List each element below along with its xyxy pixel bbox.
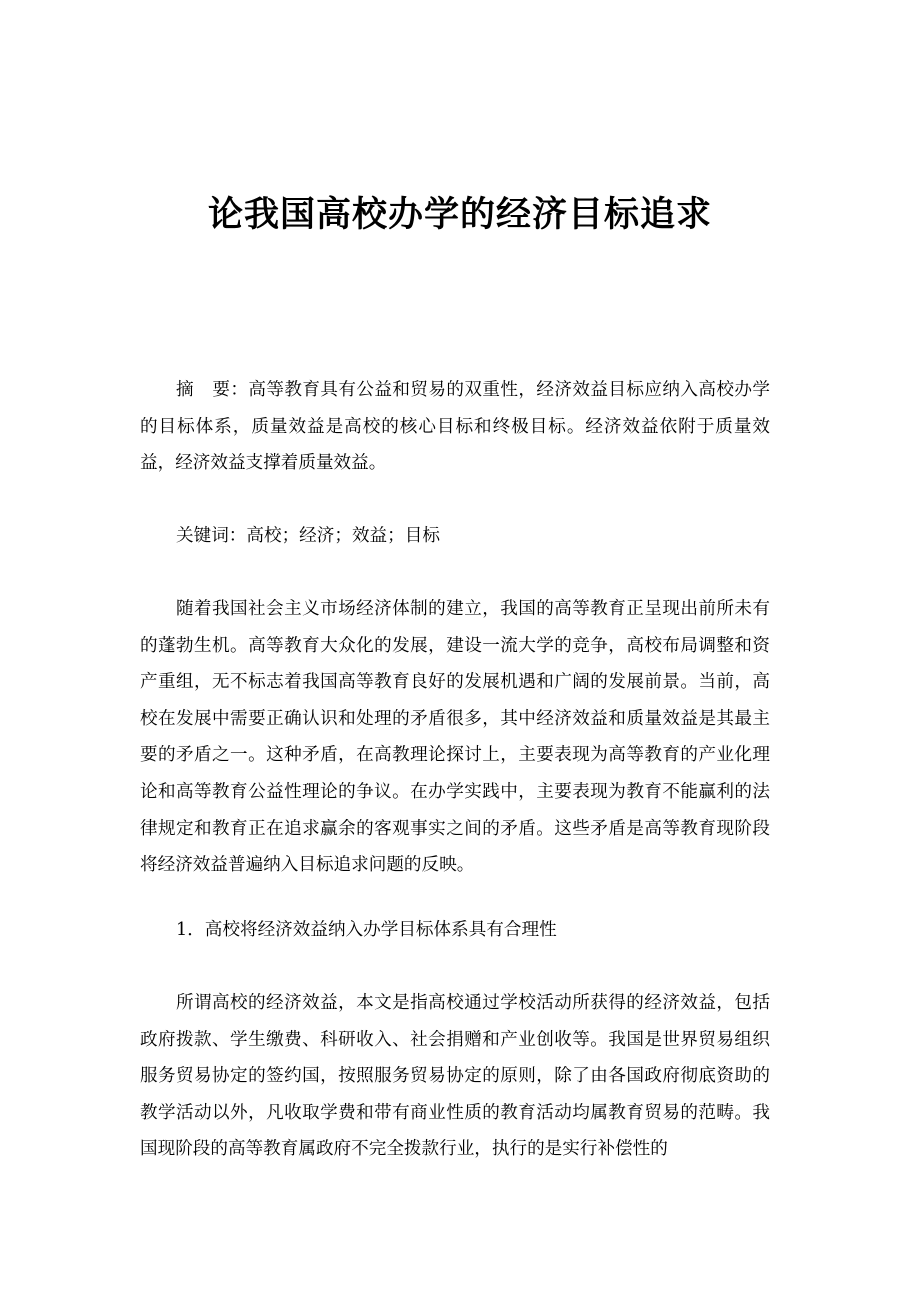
- section-paragraph: 所谓高校的经济效益，本文是指高校通过学校活动所获得的经济效益，包括政府拨款、学生缴费、科研收入、社会捐赠和产业创收等。我国是世界贸易组织服务贸易协定的签约国，按照服务贸易协定的原则，除了由各国政府彻底资助的教学活动以外，凡收取学费和带有商业性质的教育活动均属教育贸易的范畴。我国现阶段的高等教育属政府不完全拨款行业，执行的是实行补偿性的: [140, 993, 770, 1160]
- abstract-text: 高等教育具有公益和贸易的双重性，经济效益目标应纳入高校办学的目标体系，质量效益是高校的核心目标和终极目标。经济效益依附于质量效益，经济效益支撑着质量效益。: [140, 380, 770, 474]
- keywords-text: 高校；经济；效益；目标: [246, 526, 440, 546]
- abstract-label-a: 摘: [176, 380, 194, 400]
- abstract-paragraph: [140, 372, 770, 482]
- abstract-label-b: 要：: [212, 380, 249, 400]
- section-heading: 1．高校将经济效益纳入办学目标体系具有合理性: [176, 920, 557, 940]
- keywords-label: 关键词：: [176, 526, 247, 546]
- keywords-paragraph: [140, 518, 770, 555]
- page-title: 论我国高校办学的经济目标追求: [207, 194, 712, 235]
- intro-paragraph: 随着我国社会主义市场经济体制的建立，我国的高等教育正呈现出前所未有的蓬勃生机。高等教育大众化的发展，建设一流大学的竞争，高校布局调整和资产重组，无不标志着我国高等教育良好的发展机遇和广阔的发展前景。当前，高校在发展中需要正确认识和处理的矛盾很多，其中经济效益和质量效益是其最主要的矛盾之一。这种矛盾，在高教理论探讨上，主要表现为高等教育的产业化理论和高等教育公益性理论的争议。在办学实践中，主要表现为教育不能赢利的法律规定和教育正在追求赢余的客观事实之间的矛盾。这些矛盾是高等教育现阶段将经济效益普遍纳入目标追求问题的反映。: [140, 599, 770, 876]
